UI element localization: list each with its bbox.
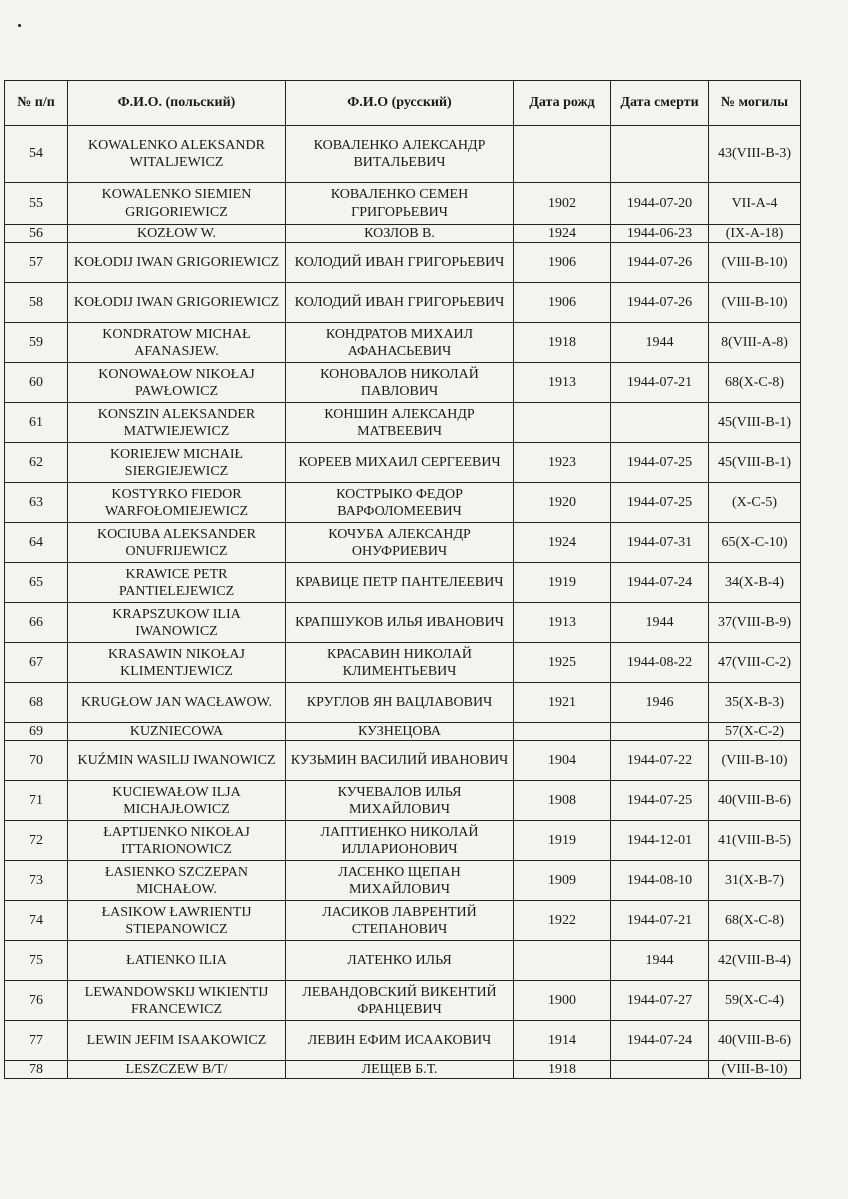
cell-number: 71 bbox=[5, 781, 68, 821]
cell-birth-date: 1902 bbox=[514, 183, 611, 225]
cell-grave-number: 34(X-B-4) bbox=[709, 563, 801, 603]
cell-name-russian: ЛАПТИЕНКО НИКОЛАЙ ИЛЛАРИОНОВИЧ bbox=[286, 821, 514, 861]
cell-death-date: 1944 bbox=[611, 941, 709, 981]
cell-number: 68 bbox=[5, 683, 68, 723]
cell-number: 54 bbox=[5, 126, 68, 183]
cell-name-polish: KONSZIN ALEKSANDER MATWIEJEWICZ bbox=[68, 403, 286, 443]
cell-grave-number: 65(X-C-10) bbox=[709, 523, 801, 563]
cell-birth-date: 1904 bbox=[514, 741, 611, 781]
cell-birth-date: 1909 bbox=[514, 861, 611, 901]
table-row bbox=[5, 741, 801, 781]
table-row bbox=[5, 243, 801, 283]
table-row bbox=[5, 126, 801, 183]
cell-name-russian: КУЗНЕЦОВА bbox=[286, 723, 514, 741]
cell-birth-date bbox=[514, 723, 611, 741]
cell-name-russian: ЛАСЕНКО ЩЕПАН МИХАЙЛОВИЧ bbox=[286, 861, 514, 901]
cell-death-date: 1944-07-21 bbox=[611, 901, 709, 941]
cell-name-polish: KRAPSZUKOW ILIA IWANOWICZ bbox=[68, 603, 286, 643]
header-row bbox=[5, 81, 801, 126]
cell-birth-date: 1923 bbox=[514, 443, 611, 483]
cell-number: 70 bbox=[5, 741, 68, 781]
cell-name-polish: KRUGŁOW JAN WACŁAWOW. bbox=[68, 683, 286, 723]
cell-number: 63 bbox=[5, 483, 68, 523]
scan-speck bbox=[18, 24, 21, 27]
cell-birth-date: 1919 bbox=[514, 821, 611, 861]
table-row bbox=[5, 941, 801, 981]
cell-grave-number: 8(VIII-A-8) bbox=[709, 323, 801, 363]
cell-death-date: 1944-08-10 bbox=[611, 861, 709, 901]
cell-birth-date: 1920 bbox=[514, 483, 611, 523]
cell-death-date: 1944-08-22 bbox=[611, 643, 709, 683]
cell-name-russian: КОЛОДИЙ ИВАН ГРИГОРЬЕВИЧ bbox=[286, 283, 514, 323]
cell-grave-number: (X-C-5) bbox=[709, 483, 801, 523]
cell-grave-number: 43(VIII-B-3) bbox=[709, 126, 801, 183]
cell-name-russian: ЛАТЕНКО ИЛЬЯ bbox=[286, 941, 514, 981]
cell-grave-number: 42(VIII-B-4) bbox=[709, 941, 801, 981]
cell-birth-date: 1918 bbox=[514, 323, 611, 363]
header-grave-number: № могилы bbox=[709, 81, 801, 126]
cell-name-polish: KUZNIECOWA bbox=[68, 723, 286, 741]
cell-death-date: 1944-07-31 bbox=[611, 523, 709, 563]
cell-grave-number: (VIII-B-10) bbox=[709, 741, 801, 781]
cell-name-russian: КОЧУБА АЛЕКСАНДР ОНУФРИЕВИЧ bbox=[286, 523, 514, 563]
cell-number: 57 bbox=[5, 243, 68, 283]
cell-grave-number: 57(X-C-2) bbox=[709, 723, 801, 741]
cell-birth-date: 1913 bbox=[514, 363, 611, 403]
cell-grave-number: (VIII-B-10) bbox=[709, 283, 801, 323]
table-body bbox=[5, 126, 801, 1079]
cell-name-russian: КУЧЕВАЛОВ ИЛЬЯ МИХАЙЛОВИЧ bbox=[286, 781, 514, 821]
cell-birth-date: 1906 bbox=[514, 243, 611, 283]
cell-death-date: 1944 bbox=[611, 603, 709, 643]
cell-name-russian: КОСТРЫКО ФЕДОР ВАРФОЛОМЕЕВИЧ bbox=[286, 483, 514, 523]
table-row bbox=[5, 563, 801, 603]
cell-number: 62 bbox=[5, 443, 68, 483]
cell-death-date: 1944-07-25 bbox=[611, 443, 709, 483]
cell-number: 60 bbox=[5, 363, 68, 403]
cell-grave-number: 47(VIII-C-2) bbox=[709, 643, 801, 683]
cell-death-date: 1944-07-25 bbox=[611, 483, 709, 523]
cell-name-polish: KUCIEWAŁOW ILJA MICHAJŁOWICZ bbox=[68, 781, 286, 821]
cell-number: 75 bbox=[5, 941, 68, 981]
cell-birth-date: 1921 bbox=[514, 683, 611, 723]
cell-number: 74 bbox=[5, 901, 68, 941]
table-row bbox=[5, 183, 801, 225]
cell-number: 69 bbox=[5, 723, 68, 741]
cell-number: 76 bbox=[5, 981, 68, 1021]
cell-death-date: 1944-07-21 bbox=[611, 363, 709, 403]
header-death-date: Дата смерти bbox=[611, 81, 709, 126]
cell-name-russian: ЛЕВАНДОВСКИЙ ВИКЕНТИЙ ФРАНЦЕВИЧ bbox=[286, 981, 514, 1021]
cell-name-polish: LEWANDOWSKIJ WIKIENTIJ FRANCEWICZ bbox=[68, 981, 286, 1021]
cell-birth-date bbox=[514, 403, 611, 443]
table-header bbox=[5, 81, 801, 126]
cell-grave-number: 45(VIII-B-1) bbox=[709, 443, 801, 483]
cell-birth-date: 1924 bbox=[514, 225, 611, 243]
cell-name-polish: KOZŁOW W. bbox=[68, 225, 286, 243]
cell-death-date: 1944-07-22 bbox=[611, 741, 709, 781]
cell-grave-number: VII-A-4 bbox=[709, 183, 801, 225]
cell-name-russian: КРАПШУКОВ ИЛЬЯ ИВАНОВИЧ bbox=[286, 603, 514, 643]
cell-name-russian: КОВАЛЕНКО СЕМЕН ГРИГОРЬЕВИЧ bbox=[286, 183, 514, 225]
cell-birth-date bbox=[514, 941, 611, 981]
cell-name-polish: KONDRATOW MICHAŁ AFANASJEW. bbox=[68, 323, 286, 363]
table-row bbox=[5, 723, 801, 741]
table-row bbox=[5, 683, 801, 723]
cell-death-date: 1944-07-20 bbox=[611, 183, 709, 225]
cell-birth-date bbox=[514, 126, 611, 183]
table-row bbox=[5, 1061, 801, 1079]
cell-name-russian: КРАСАВИН НИКОЛАЙ КЛИМЕНТЬЕВИЧ bbox=[286, 643, 514, 683]
table-row bbox=[5, 403, 801, 443]
cell-grave-number: 37(VIII-B-9) bbox=[709, 603, 801, 643]
cell-grave-number: 40(VIII-B-6) bbox=[709, 1021, 801, 1061]
cell-name-polish: KOWALENKO SIEMIEN GRIGORIEWICZ bbox=[68, 183, 286, 225]
cell-death-date: 1944-06-23 bbox=[611, 225, 709, 243]
table-row bbox=[5, 523, 801, 563]
header-name-polish: Ф.И.О. (польский) bbox=[68, 81, 286, 126]
header-number: № п/п bbox=[5, 81, 68, 126]
cell-death-date: 1946 bbox=[611, 683, 709, 723]
table-row bbox=[5, 901, 801, 941]
cell-name-russian: ЛАСИКОВ ЛАВРЕНТИЙ СТЕПАНОВИЧ bbox=[286, 901, 514, 941]
cell-number: 61 bbox=[5, 403, 68, 443]
cell-birth-date: 1919 bbox=[514, 563, 611, 603]
cell-name-polish: KORIEJEW MICHAIŁ SIERGIEJEWICZ bbox=[68, 443, 286, 483]
cell-birth-date: 1925 bbox=[514, 643, 611, 683]
table-row bbox=[5, 283, 801, 323]
cell-grave-number: 45(VIII-B-1) bbox=[709, 403, 801, 443]
burial-register-table bbox=[4, 80, 801, 1079]
header-name-russian: Ф.И.О (русский) bbox=[286, 81, 514, 126]
table-row bbox=[5, 323, 801, 363]
cell-number: 56 bbox=[5, 225, 68, 243]
cell-grave-number: 41(VIII-B-5) bbox=[709, 821, 801, 861]
cell-name-polish: KOCIUBA ALEKSANDER ONUFRIJEWICZ bbox=[68, 523, 286, 563]
cell-grave-number: 68(X-C-8) bbox=[709, 363, 801, 403]
cell-name-russian: КОЛОДИЙ ИВАН ГРИГОРЬЕВИЧ bbox=[286, 243, 514, 283]
table-row bbox=[5, 781, 801, 821]
cell-name-polish: KUŹMIN WASILIJ IWANOWICZ bbox=[68, 741, 286, 781]
cell-death-date: 1944-07-25 bbox=[611, 781, 709, 821]
cell-death-date: 1944-12-01 bbox=[611, 821, 709, 861]
cell-name-polish: ŁASIENKO SZCZEPAN MICHAŁOW. bbox=[68, 861, 286, 901]
cell-name-polish: KOSTYRKO FIEDOR WARFOŁOMIEJEWICZ bbox=[68, 483, 286, 523]
cell-grave-number: (VIII-B-10) bbox=[709, 243, 801, 283]
table-row bbox=[5, 1021, 801, 1061]
table-row bbox=[5, 443, 801, 483]
table-row bbox=[5, 861, 801, 901]
cell-grave-number: 68(X-C-8) bbox=[709, 901, 801, 941]
cell-birth-date: 1913 bbox=[514, 603, 611, 643]
table-row bbox=[5, 225, 801, 243]
cell-grave-number: 40(VIII-B-6) bbox=[709, 781, 801, 821]
cell-number: 78 bbox=[5, 1061, 68, 1079]
cell-name-polish: ŁASIKOW ŁAWRIENTIJ STIEPANOWICZ bbox=[68, 901, 286, 941]
cell-name-russian: КОНДРАТОВ МИХАИЛ АФАНАСЬЕВИЧ bbox=[286, 323, 514, 363]
cell-name-russian: КОНШИН АЛЕКСАНДР МАТВЕЕВИЧ bbox=[286, 403, 514, 443]
cell-number: 67 bbox=[5, 643, 68, 683]
cell-death-date: 1944-07-26 bbox=[611, 243, 709, 283]
cell-number: 66 bbox=[5, 603, 68, 643]
cell-birth-date: 1906 bbox=[514, 283, 611, 323]
cell-grave-number: (VIII-B-10) bbox=[709, 1061, 801, 1079]
cell-name-russian: КОРЕЕВ МИХАИЛ СЕРГЕЕВИЧ bbox=[286, 443, 514, 483]
cell-name-polish: KOŁODIJ IWAN GRIGORIEWICZ bbox=[68, 283, 286, 323]
cell-birth-date: 1924 bbox=[514, 523, 611, 563]
table-row bbox=[5, 821, 801, 861]
cell-name-polish: KOŁODIJ IWAN GRIGORIEWICZ bbox=[68, 243, 286, 283]
cell-name-polish: KOWALENKO ALEKSANDR WITALJEWICZ bbox=[68, 126, 286, 183]
cell-death-date: 1944 bbox=[611, 323, 709, 363]
cell-name-russian: КРУГЛОВ ЯН ВАЦЛАВОВИЧ bbox=[286, 683, 514, 723]
cell-death-date bbox=[611, 403, 709, 443]
cell-name-polish: LESZCZEW B/T/ bbox=[68, 1061, 286, 1079]
cell-number: 72 bbox=[5, 821, 68, 861]
cell-number: 59 bbox=[5, 323, 68, 363]
table-row bbox=[5, 363, 801, 403]
cell-name-russian: КОВАЛЕНКО АЛЕКСАНДР ВИТАЛЬЕВИЧ bbox=[286, 126, 514, 183]
cell-name-polish: ŁAPTIJENKO NIKOŁAJ ITTARIONOWICZ bbox=[68, 821, 286, 861]
cell-birth-date: 1922 bbox=[514, 901, 611, 941]
cell-name-polish: KONOWAŁOW NIKOŁAJ PAWŁOWICZ bbox=[68, 363, 286, 403]
cell-name-russian: КОНОВАЛОВ НИКОЛАЙ ПАВЛОВИЧ bbox=[286, 363, 514, 403]
cell-number: 64 bbox=[5, 523, 68, 563]
cell-number: 58 bbox=[5, 283, 68, 323]
cell-name-russian: КРАВИЦЕ ПЕТР ПАНТЕЛЕЕВИЧ bbox=[286, 563, 514, 603]
cell-grave-number: 59(X-C-4) bbox=[709, 981, 801, 1021]
cell-birth-date: 1900 bbox=[514, 981, 611, 1021]
cell-death-date: 1944-07-26 bbox=[611, 283, 709, 323]
cell-death-date bbox=[611, 1061, 709, 1079]
cell-death-date: 1944-07-24 bbox=[611, 563, 709, 603]
cell-name-russian: ЛЕВИН ЕФИМ ИСААКОВИЧ bbox=[286, 1021, 514, 1061]
cell-birth-date: 1914 bbox=[514, 1021, 611, 1061]
table-row bbox=[5, 981, 801, 1021]
cell-number: 77 bbox=[5, 1021, 68, 1061]
cell-death-date bbox=[611, 723, 709, 741]
cell-birth-date: 1908 bbox=[514, 781, 611, 821]
cell-grave-number: 31(X-B-7) bbox=[709, 861, 801, 901]
cell-number: 73 bbox=[5, 861, 68, 901]
cell-name-polish: KRAWICE PETR PANTIELEJEWICZ bbox=[68, 563, 286, 603]
cell-grave-number: (IX-A-18) bbox=[709, 225, 801, 243]
cell-name-russian: ЛЕЩЕВ Б.Т. bbox=[286, 1061, 514, 1079]
cell-name-polish: LEWIN JEFIM ISAAKOWICZ bbox=[68, 1021, 286, 1061]
table-row bbox=[5, 643, 801, 683]
cell-death-date: 1944-07-24 bbox=[611, 1021, 709, 1061]
cell-birth-date: 1918 bbox=[514, 1061, 611, 1079]
header-birth-date: Дата рожд bbox=[514, 81, 611, 126]
cell-death-date bbox=[611, 126, 709, 183]
cell-name-russian: КУЗЬМИН ВАСИЛИЙ ИВАНОВИЧ bbox=[286, 741, 514, 781]
cell-number: 55 bbox=[5, 183, 68, 225]
table-row bbox=[5, 483, 801, 523]
cell-grave-number: 35(X-B-3) bbox=[709, 683, 801, 723]
cell-name-polish: ŁATIENKO ILIA bbox=[68, 941, 286, 981]
cell-name-polish: KRASAWIN NIKOŁAJ KLIMENTJEWICZ bbox=[68, 643, 286, 683]
cell-number: 65 bbox=[5, 563, 68, 603]
cell-death-date: 1944-07-27 bbox=[611, 981, 709, 1021]
cell-name-russian: КОЗЛОВ В. bbox=[286, 225, 514, 243]
table-row bbox=[5, 603, 801, 643]
